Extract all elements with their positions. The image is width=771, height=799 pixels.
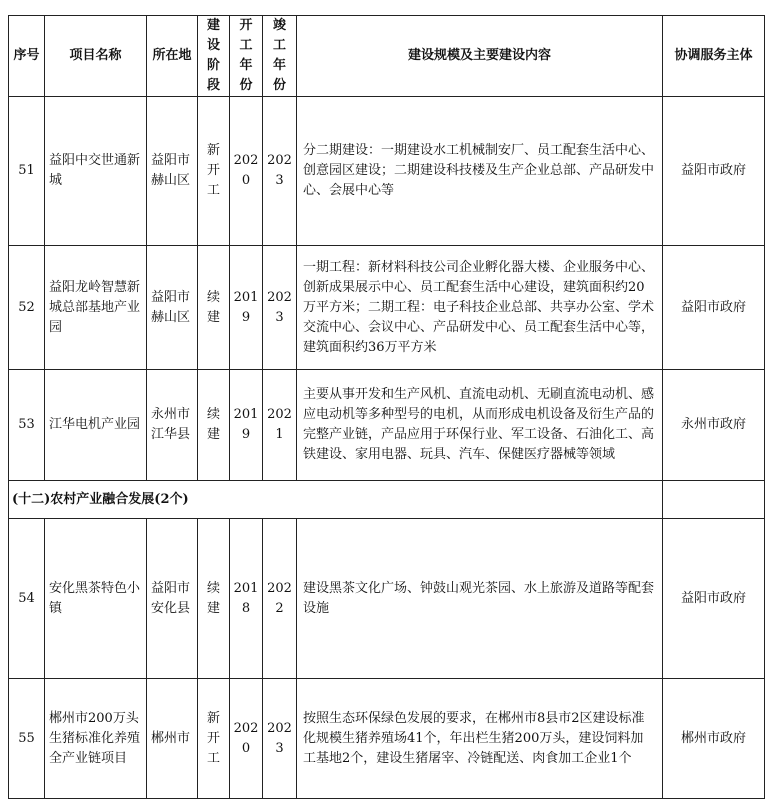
row-location: 郴州市 xyxy=(147,679,198,799)
row-start-year: 2018 xyxy=(230,519,263,679)
section-title: (十二)农村产业融合发展(2个) xyxy=(9,481,663,519)
row-stage: 续建 xyxy=(198,370,230,481)
table-row xyxy=(9,519,765,679)
header-name: 项目名称 xyxy=(45,16,147,97)
header-content: 建设规模及主要建设内容 xyxy=(297,16,663,97)
row-index: 54 xyxy=(9,519,45,679)
row-stage: 续建 xyxy=(198,246,230,370)
row-end-year: 2023 xyxy=(263,679,297,799)
row-stage: 续建 xyxy=(198,519,230,679)
row-name: 益阳中交世通新城 xyxy=(45,97,147,246)
row-location: 益阳市赫山区 xyxy=(147,97,198,246)
row-name: 益阳龙岭智慧新城总部基地产业园 xyxy=(45,246,147,370)
row-name: 安化黑茶特色小镇 xyxy=(45,519,147,679)
row-content: 建设黑茶文化广场、钟鼓山观光茶园、水上旅游及道路等配套设施 xyxy=(297,519,663,679)
row-content: 按照生态环保绿色发展的要求，在郴州市8县市2区建设标准化规模生猪养殖场41个，年出栏生猪200万头，建设饲料加工基地2个，建设生猪屠宰、冷链配送、肉食加工企业1个 xyxy=(297,679,663,799)
row-content: 主要从事开发和生产风机、直流电动机、无刷直流电动机、感应电动机等多种型号的电机，从而形成电机设备及衍生产品的完整产业链，产品应用于环保行业、军工设备、石油化工、高铁建设、家用电器、玩具、汽车、保健医疗器械等领域 xyxy=(297,370,663,481)
header-coordinator: 协调服务主体 xyxy=(663,16,765,97)
table-row xyxy=(9,97,765,246)
header-end-year: 竣工年份 xyxy=(263,16,297,97)
row-index: 52 xyxy=(9,246,45,370)
row-start-year: 2020 xyxy=(230,679,263,799)
row-content: 一期工程：新材料科技公司企业孵化器大楼、企业服务中心、创新成果展示中心、员工配套生活中心建设，建筑面积约20万平方米；二期工程：电子科技企业总部、共享办公室、学术交流中心、会议中心、产品研发中心、员工配套生活中心等，建筑面积约36万平方米 xyxy=(297,246,663,370)
row-name: 江华电机产业园 xyxy=(45,370,147,481)
row-end-year: 2023 xyxy=(263,97,297,246)
row-end-year: 2021 xyxy=(263,370,297,481)
row-coordinator: 益阳市政府 xyxy=(663,97,765,246)
table-header-row xyxy=(9,16,765,97)
header-location: 所在地 xyxy=(147,16,198,97)
projects-table xyxy=(8,15,765,799)
row-coordinator: 益阳市政府 xyxy=(663,519,765,679)
row-index: 53 xyxy=(9,370,45,481)
row-location: 益阳市赫山区 xyxy=(147,246,198,370)
row-location: 永州市江华县 xyxy=(147,370,198,481)
row-content: 分二期建设：一期建设水工机械制安厂、员工配套生活中心、创意园区建设；二期建设科技楼及生产企业总部、产品研发中心、会展中心等 xyxy=(297,97,663,246)
row-start-year: 2019 xyxy=(230,370,263,481)
row-end-year: 2022 xyxy=(263,519,297,679)
row-location: 益阳市安化县 xyxy=(147,519,198,679)
row-coordinator: 郴州市政府 xyxy=(663,679,765,799)
header-stage: 建设阶段 xyxy=(198,16,230,97)
row-coordinator: 永州市政府 xyxy=(663,370,765,481)
row-coordinator: 益阳市政府 xyxy=(663,246,765,370)
row-stage: 新开工 xyxy=(198,97,230,246)
row-name: 郴州市200万头生猪标准化养殖全产业链项目 xyxy=(45,679,147,799)
row-stage: 新开工 xyxy=(198,679,230,799)
header-start-year: 开工年份 xyxy=(230,16,263,97)
row-index: 51 xyxy=(9,97,45,246)
table-row xyxy=(9,679,765,799)
row-start-year: 2019 xyxy=(230,246,263,370)
table-row xyxy=(9,370,765,481)
row-start-year: 2020 xyxy=(230,97,263,246)
section-empty-cell xyxy=(663,481,765,519)
row-end-year: 2023 xyxy=(263,246,297,370)
table-row xyxy=(9,246,765,370)
header-index: 序号 xyxy=(9,16,45,97)
section-row xyxy=(9,481,765,519)
row-index: 55 xyxy=(9,679,45,799)
